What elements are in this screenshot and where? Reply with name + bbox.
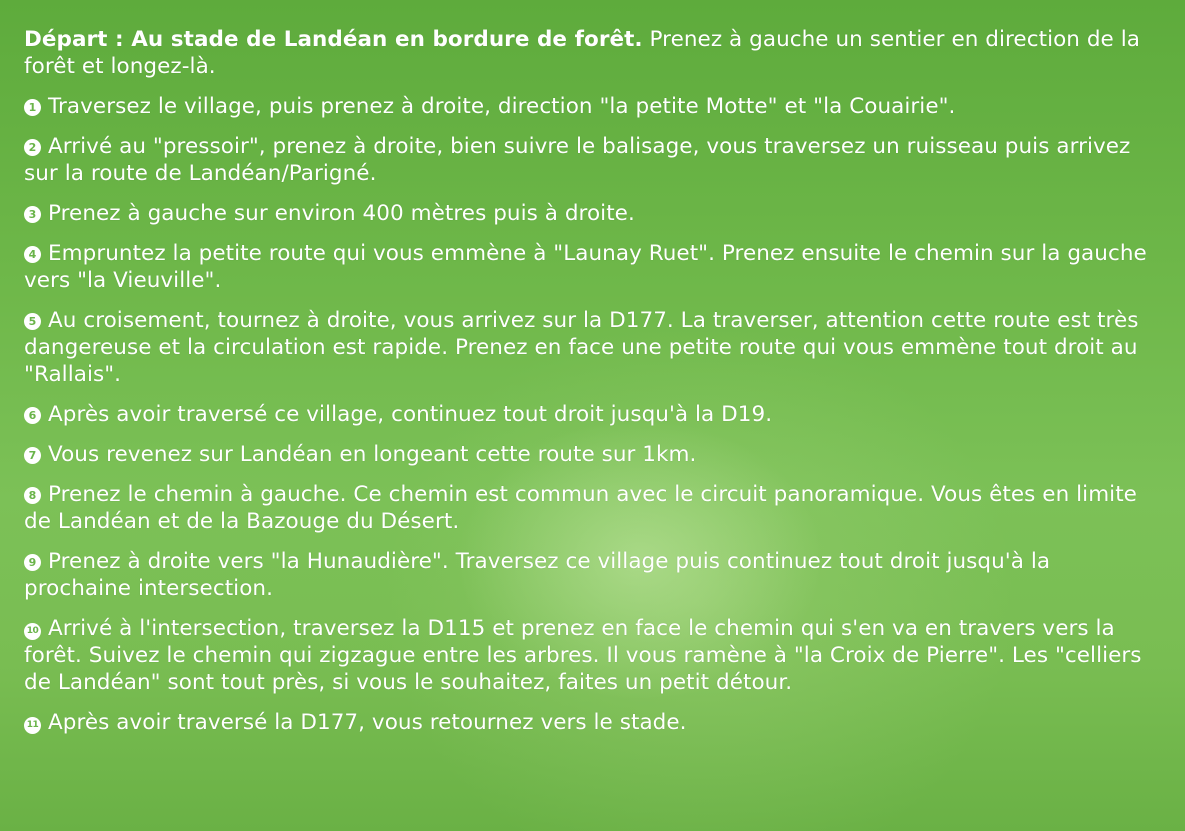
step-number-badge: 1 xyxy=(24,99,41,116)
step-text: Arrivé au "pressoir", prenez à droite, bien suivre le balisage, vous traversez un ruisseau puis arrivez sur la route de Landéan/Parigné. xyxy=(24,134,1131,186)
step-5 xyxy=(24,307,1164,388)
step-text: Traversez le village, puis prenez à droite, direction "la petite Motte" et "la Couairie". xyxy=(48,94,956,119)
start-heading: Départ : Au stade de Landéan en bordure de forêt. xyxy=(24,27,643,52)
step-10 xyxy=(24,615,1164,696)
step-number-badge: 6 xyxy=(24,407,41,424)
step-text: Empruntez la petite route qui vous emmène à "Launay Ruet". Prenez ensuite le chemin sur la gauche vers "la Vieuville". xyxy=(24,241,1147,293)
step-text: Vous revenez sur Landéan en longeant cette route sur 1km. xyxy=(48,442,697,467)
step-6 xyxy=(24,401,1164,428)
step-number-badge: 10 xyxy=(24,623,41,640)
step-1 xyxy=(24,93,1164,120)
step-3 xyxy=(24,200,1164,227)
step-number-badge: 5 xyxy=(24,313,41,330)
step-text: Prenez à droite vers "la Hunaudière". Traversez ce village puis continuez tout droit jusqu'à la prochaine intersection. xyxy=(24,549,1051,601)
step-8 xyxy=(24,481,1164,535)
step-number-badge: 11 xyxy=(24,717,41,734)
step-text: Prenez le chemin à gauche. Ce chemin est commun avec le circuit panoramique. Vous êtes en limite de Landéan et de la Bazouge du Désert. xyxy=(24,482,1137,534)
step-text: Au croisement, tournez à droite, vous arrivez sur la D177. La traverser, attention cette route est très dangereuse et la circulation est rapide. Prenez en face une petite route qui vous emmène tout droit au "Rallais". xyxy=(24,308,1139,387)
step-7 xyxy=(24,441,1164,468)
step-text: Après avoir traversé la D177, vous retournez vers le stade. xyxy=(48,710,687,735)
intro-text: Prenez à gauche un sentier en direction de la forêt et longez-là. xyxy=(24,27,1140,79)
step-4 xyxy=(24,240,1164,294)
step-number-badge: 4 xyxy=(24,246,41,263)
step-2 xyxy=(24,133,1164,187)
intro-paragraph xyxy=(24,26,1164,80)
step-number-badge: 3 xyxy=(24,206,41,223)
step-text: Prenez à gauche sur environ 400 mètres puis à droite. xyxy=(48,201,635,226)
step-number-badge: 7 xyxy=(24,447,41,464)
step-text: Arrivé à l'intersection, traversez la D115 et prenez en face le chemin qui s'en va en travers vers la forêt. Suivez le chemin qui zigzague entre les arbres. Il vous ramène à "la Croix de Pierre". Les "celliers de Landéan" sont tout près, si vous le souhaitez, faites un petit détour. xyxy=(24,616,1142,695)
step-number-badge: 8 xyxy=(24,487,41,504)
step-number-badge: 9 xyxy=(24,554,41,571)
step-number-badge: 2 xyxy=(24,139,41,156)
step-11 xyxy=(24,709,1164,736)
route-description xyxy=(24,26,1164,749)
step-9 xyxy=(24,548,1164,602)
step-text: Après avoir traversé ce village, continuez tout droit jusqu'à la D19. xyxy=(48,402,773,427)
